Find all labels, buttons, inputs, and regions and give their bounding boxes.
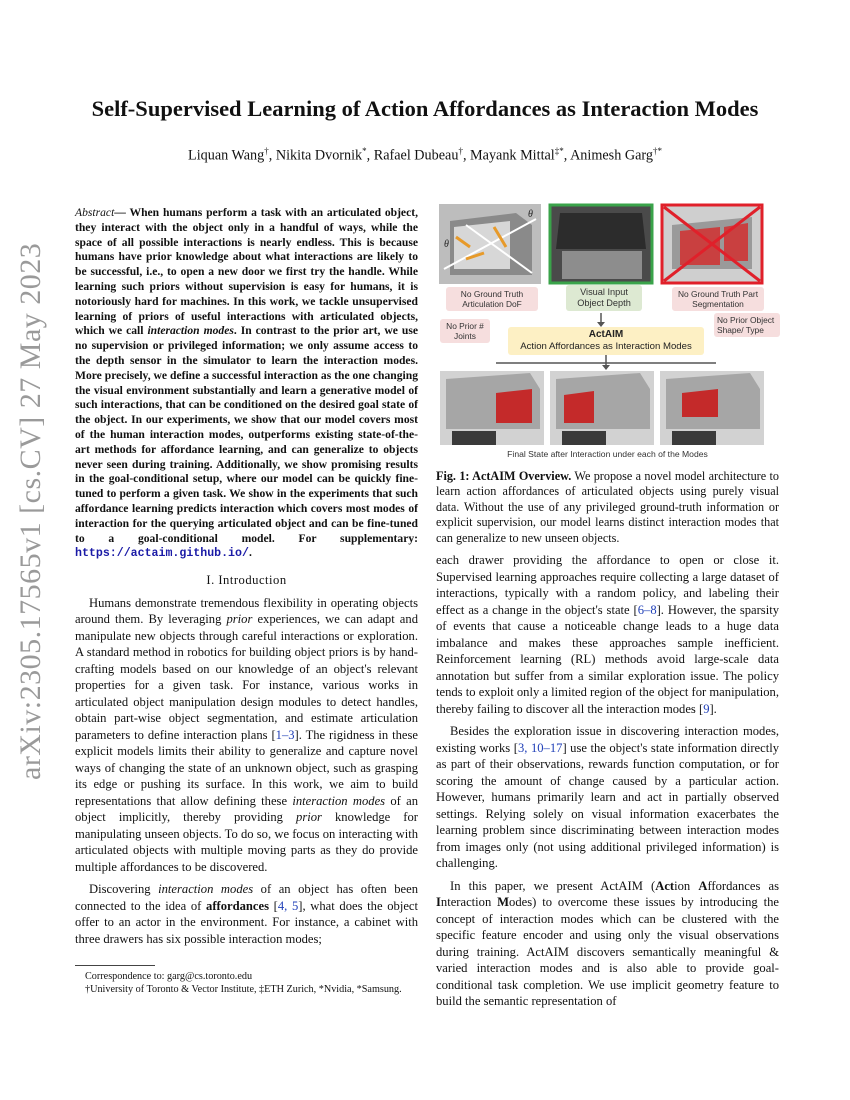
theta-label: θ	[444, 239, 449, 250]
paragraph-emphasis: interaction modes	[158, 882, 254, 897]
author-affil-mark: †*	[652, 146, 662, 156]
intro-paragraph	[75, 595, 418, 876]
author-affil-mark: ‡*	[554, 146, 564, 156]
mode-result-1	[440, 371, 544, 445]
label-no-prior-shape: No Prior Object Shape/ Type	[714, 313, 780, 337]
paragraph-text: Discovering	[89, 882, 159, 897]
segmentation-panel	[662, 205, 762, 283]
body-paragraph	[436, 878, 779, 1010]
paragraph-text: ion	[674, 878, 699, 893]
body-paragraph	[436, 723, 779, 872]
abstract-text: .	[248, 546, 252, 560]
section-heading-introduction: I. Introduction	[206, 573, 287, 588]
label-no-gt-dof: No Ground Truth Articulation DoF	[446, 287, 538, 311]
paragraph-text: of an object implicitly, thereby providing	[75, 793, 419, 825]
supplementary-link[interactable]: https://actaim.github.io/	[75, 547, 249, 561]
author-list: Liquan Wang†, Nikita Dvornik*, Rafael Dubeau†, Mayank Mittal‡*, Animesh Garg†*	[188, 146, 662, 164]
left-column	[75, 206, 418, 996]
author-name: Nikita Dvornik	[275, 147, 363, 164]
paragraph-text: odes) to overcome these issues by introducing the concept of interaction modes which can be clustered with the specific feature encoder and using only the visual observations during training. ActAIM discovers semantically meaningful & varied interaction modes and is also able to provide goal-conditional task completion. We use implicit geometry feature to build the semantic representation of	[436, 895, 779, 1008]
acronym-bold: M	[497, 895, 510, 909]
intro-paragraph	[75, 881, 418, 947]
acronym-bold: Act	[655, 878, 675, 893]
abstract-emphasis: interaction modes	[147, 324, 234, 338]
paper-title: Self-Supervised Learning of Action Affordances as Interaction Modes	[91, 96, 759, 121]
paragraph-text: ].	[709, 701, 717, 716]
paragraph-text: Besides the exploration issue in discovering interaction modes, existing works [	[436, 724, 779, 755]
paragraph-text: knowledge for manipulating unseen objects. To do so, we focus on interacting with articulated objects with multiple moving parts as they do provide multiple affordances to be discovered.	[75, 810, 418, 874]
citation-link[interactable]: 6–8	[637, 602, 657, 617]
paragraph-text: In this paper, we present ActAIM (	[450, 878, 656, 893]
citation-link[interactable]: 9	[703, 701, 710, 716]
abstract-text: . In contrast to the prior art, we use no supervision or privileged information; we only assume access to the depth sensor in the simulator to learn the interaction modes. More precisely, we define a successful interaction as the one changing the visual environment substantially and learn a generative model of such interactions, that can be conditioned on the desired goal state of the object. In our experiments, we show that our model covers most of the human interaction modes, outperforms existing state-of-the-art methods for affordance learning, and can generalize to objects never seen during training. Additionally, we show promising results in the goal-conditional setup, where our model can be quickly fine-tuned to perform a given task. We show in the experiments that such affordance learning predicts interaction which covers most modes of interaction for the querying articulated object and can be fine-tuned to a goal-conditional model. For supplementary:	[75, 324, 418, 545]
right-column	[436, 552, 779, 1010]
paragraph-text: each drawer providing the affordance to open or close it. Supervised learning approaches require collecting a large dataset of interactions, typically with a random policy, and labeling their effect as a change in the object's state [	[436, 553, 779, 617]
acronym-bold: I	[436, 895, 441, 909]
paragraph-text: nteraction	[440, 895, 498, 909]
author-name: Animesh Garg	[570, 147, 653, 164]
abstract-label: Abstract	[75, 206, 115, 219]
abstract	[75, 206, 418, 562]
figure-1	[436, 203, 779, 459]
author-affil-mark: †	[458, 146, 463, 156]
paragraph-bold: affordances	[206, 898, 269, 913]
paragraph-text: ffordances as	[707, 878, 779, 893]
paragraph-emphasis: prior	[296, 810, 322, 825]
label-visual-input: Visual Input Object Depth	[566, 285, 642, 311]
actaim-box	[508, 327, 704, 355]
footnote-rule	[75, 965, 155, 966]
paragraph-text: of an object has often been connected to the idea of	[75, 882, 418, 913]
paragraph-emphasis: interaction modes	[292, 793, 386, 808]
arxiv-identifier: arXiv:2305.17565v1 [cs.CV] 27 May 2023	[14, 242, 47, 780]
caption-text: We propose a novel model architecture to learn action affordances of articulated objects using purely visual data. Without the use of any privileged ground-truth information or explicit supervision, our model learns distinct interaction modes that can generalize to new unseen objects.	[436, 469, 779, 545]
author-name: Mayank Mittal	[470, 147, 555, 164]
actaim-subtitle: Action Affordances as Interaction Modes	[520, 341, 692, 352]
author-name: Rafael Dubeau	[373, 147, 459, 164]
mode-result-3	[660, 371, 764, 445]
depth-panel	[550, 205, 652, 283]
label-no-prior-joints: No Prior # Joints	[440, 319, 490, 343]
label-no-gt-segmentation: No Ground Truth Part Segmentation	[672, 287, 764, 311]
citation-link[interactable]: 3, 10–17	[517, 740, 563, 755]
articulation-panel	[440, 205, 540, 283]
theta-label: θ	[528, 209, 533, 220]
acronym-bold: A	[698, 878, 708, 893]
citation-link[interactable]: 1–3	[275, 727, 295, 742]
paragraph-text: [	[269, 898, 278, 913]
footnote-affiliations: †University of Toronto & Vector Institute, ‡ETH Zurich, *Nvidia, *Samsung.	[85, 984, 402, 996]
abstract-text: — When humans perform a task with an articulated object, they interact with the object only in a handful of ways, while the space of all possible interactions is nearly endless. This is because humans have prior knowledge about what interactions are likely to be successful, i.e., to open a new door we first try the handle. While learning such priors without supervision is easy for humans, it is notoriously hard for machines. In this work, we tackle unsupervised learning of priors of useful interactions with articulated objects, which we call	[75, 206, 418, 338]
citation-link[interactable]: 4, 5	[277, 898, 299, 913]
author-affil-mark: †	[264, 146, 269, 156]
caption-head: Fig. 1: ActAIM Overview.	[436, 469, 572, 483]
paragraph-text: experiences, we can adapt and manipulate new objects through careful interactions or exploration. A standard method in robotics for building object priors is by hand-crafting models based on our knowledge of an object's relevant properties for a given task. For instance, various works in articulated object manipulation design modules to detect handles, obtain part-wise object segmentation, and estimate articulation parameters to define interaction plans [	[75, 612, 418, 742]
body-paragraph	[436, 552, 779, 717]
paragraph-text: ], what does the object offer to an actor in the environment. For instance, a cabinet with three drawers has six possible interaction modes;	[75, 898, 419, 946]
author-name: Liquan Wang	[188, 147, 265, 164]
paragraph-text: ]. However, the sparsity of events that cause a noticeable change leads to a huge data imbalance and makes these approaches sample inefficient. Reinforcement learning (RL) methods avoid large-scale data annotation but suffer from a similar exploration issue. The policy tends to exploit only a limited region of the object for manipulation, thereby failing to discover all the interaction modes [	[436, 602, 779, 716]
actaim-name: ActAIM	[588, 329, 624, 340]
figure-bottom-label: Final State after Interaction under each of the Modes	[507, 449, 708, 459]
paragraph-text: Humans demonstrate tremendous flexibility in operating objects around them. By leveraging	[75, 595, 418, 627]
author-affil-mark: *	[362, 146, 367, 156]
paragraph-text: ] use the object's state information directly as part of their observations, rewards function computation, or for scoring the amount of change caused by a particular action. However, humans primarily learn and act in partially observed settings. Relying solely on visual information exacerbates the learning problem since discriminating between interaction modes from images only (not using additional privileged information) is challenging.	[436, 740, 780, 870]
paragraph-emphasis: prior	[226, 612, 253, 627]
paragraph-text: ]. The rigidness in these explicit models limits their ability to generalize and capture novel ways of changing the state of an unknown object, such as grasping its edge or pushing its surface. In this work, we aim to build representations that allow defining these	[75, 727, 419, 808]
figure-caption	[436, 469, 779, 546]
footnote-correspondence: Correspondence to: garg@cs.toronto.edu	[85, 971, 253, 983]
mode-result-2	[550, 371, 654, 445]
